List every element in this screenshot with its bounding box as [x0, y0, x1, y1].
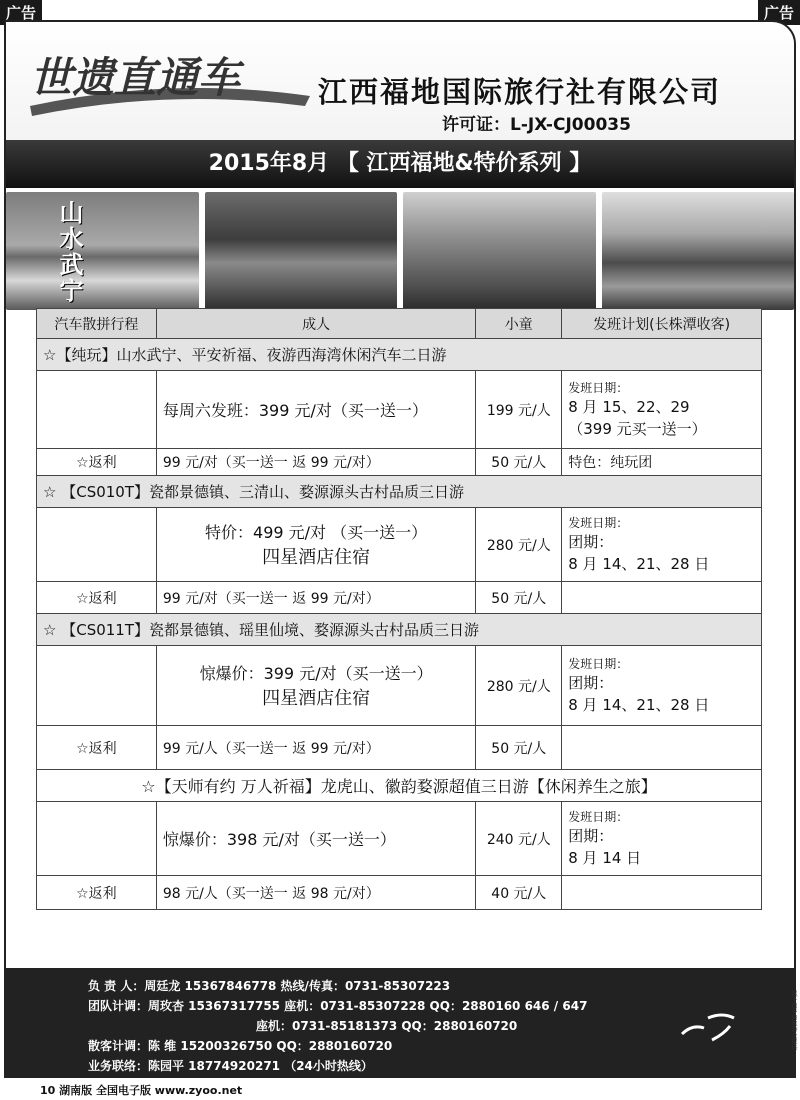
contact-line: 散客计调：陈 维 15200326750 QQ：2880160720 [88, 1039, 393, 1053]
slogan-logo [20, 36, 320, 126]
rebate-child: 50 元/人 [476, 726, 562, 770]
trip-child-price: 280 元/人 [476, 508, 562, 582]
sanqingshan-photo [403, 192, 596, 310]
contact-line: 业务联络：陈园平 18774920271 （24小时热线） [88, 1059, 373, 1073]
trip-child-price: 240 元/人 [476, 802, 562, 876]
rebate-adult: 99 元/对（买一送一 返 99 元/对） [156, 449, 476, 476]
ad-label-right: 广告 [758, 0, 800, 25]
longhushan-photo [602, 192, 795, 310]
header-schedule: 发班计划(长株潭收客) [562, 309, 762, 339]
rebate-adult: 99 元/对（买一送一 返 99 元/对） [156, 582, 476, 614]
rebate-note: 特色：纯玩团 [562, 449, 762, 476]
side-note: 以下内容由旅游会提供 [790, 990, 797, 1050]
contact-line: 团队计调：周玫杏 15367317755 座机：0731-85307228 QQ：2880160 646 / 647 [88, 999, 588, 1013]
company-name: 江西福地国际旅行社有限公司 [318, 75, 722, 109]
trip-title: ☆【纯玩】山水武宁、平安祈福、夜游西海湾休闲汽车二日游 [37, 339, 762, 371]
header-child: 小童 [476, 309, 562, 339]
rebate-child: 50 元/人 [476, 449, 562, 476]
trip-title: ☆ 【CS010T】瓷都景德镇、三清山、婺源源头古村品质三日游 [37, 476, 762, 508]
page-footer-info: 10 湖南版 全国电子版 www.zyoo.net [40, 1084, 243, 1097]
trip-price: 惊爆价：399 元/对（买一送一） 四星酒店住宿 [156, 646, 476, 726]
trip-schedule: 发班日期： 团期： 8 月 14 日 [562, 802, 762, 876]
trip-child-price: 199 元/人 [476, 371, 562, 449]
rebate-child: 50 元/人 [476, 582, 562, 614]
trip-price: 惊爆价：398 元/对（买一送一） [156, 802, 476, 876]
trip-title: ☆【天师有约 万人祈福】龙虎山、徽韵婺源超值三日游【休闲养生之旅】 [37, 770, 762, 802]
header [6, 22, 794, 140]
trip-child-price: 280 元/人 [476, 646, 562, 726]
rebate-adult: 98 元/人（买一送一 返 98 元/对） [156, 876, 476, 910]
rebate-label: ☆返利 [37, 449, 157, 476]
table-header-row [37, 309, 762, 339]
brand-swoosh-icon [678, 1008, 738, 1048]
promo-title: 2015年8月 【 江西福地&特价系列 】 [6, 140, 794, 188]
trip-schedule: 发班日期： 团期： 8 月 14、21、28 日 [562, 646, 762, 726]
rebate-note [562, 582, 762, 614]
license-number: 许可证：L-JX-CJ00035 [442, 115, 631, 135]
ad-label-left: 广告 [0, 0, 42, 25]
contact-line: 座机：0731-85181373 QQ：2880160720 [256, 1019, 518, 1033]
trip-title: ☆ 【CS011T】瓷都景德镇、瑶里仙境、婺源源头古村品质三日游 [37, 614, 762, 646]
slogan-text: 世遗直通车 [30, 53, 241, 102]
ancient-village-photo [205, 192, 398, 310]
rebate-note [562, 876, 762, 910]
wuning-calligraphy: 山水武宁 [55, 200, 83, 304]
trip-schedule: 发班日期： 8 月 15、22、29 （399 元买一送一） [562, 371, 762, 449]
trip-price: 特价：499 元/对 （买一送一） 四星酒店住宿 [156, 508, 476, 582]
itinerary-table [36, 308, 762, 910]
photo-strip [6, 188, 794, 310]
itinerary-table-wrap [36, 308, 762, 910]
trip-price: 每周六发班：399 元/对（买一送一） [156, 371, 476, 449]
rebate-label: ☆返利 [37, 582, 157, 614]
header-adult: 成人 [156, 309, 476, 339]
rebate-adult: 99 元/人（买一送一 返 99 元/对） [156, 726, 476, 770]
rebate-label: ☆返利 [37, 876, 157, 910]
rebate-label: ☆返利 [37, 726, 157, 770]
trip-schedule: 发班日期： 团期： 8 月 14、21、28 日 [562, 508, 762, 582]
contact-line: 负 责 人：周廷龙 15367846778 热线/传真：0731-85307223 [88, 979, 451, 993]
rebate-note [562, 726, 762, 770]
contact-footer [4, 968, 796, 1078]
header-route: 汽车散拼行程 [37, 309, 157, 339]
wuning-lake-photo [6, 192, 199, 310]
rebate-child: 40 元/人 [476, 876, 562, 910]
